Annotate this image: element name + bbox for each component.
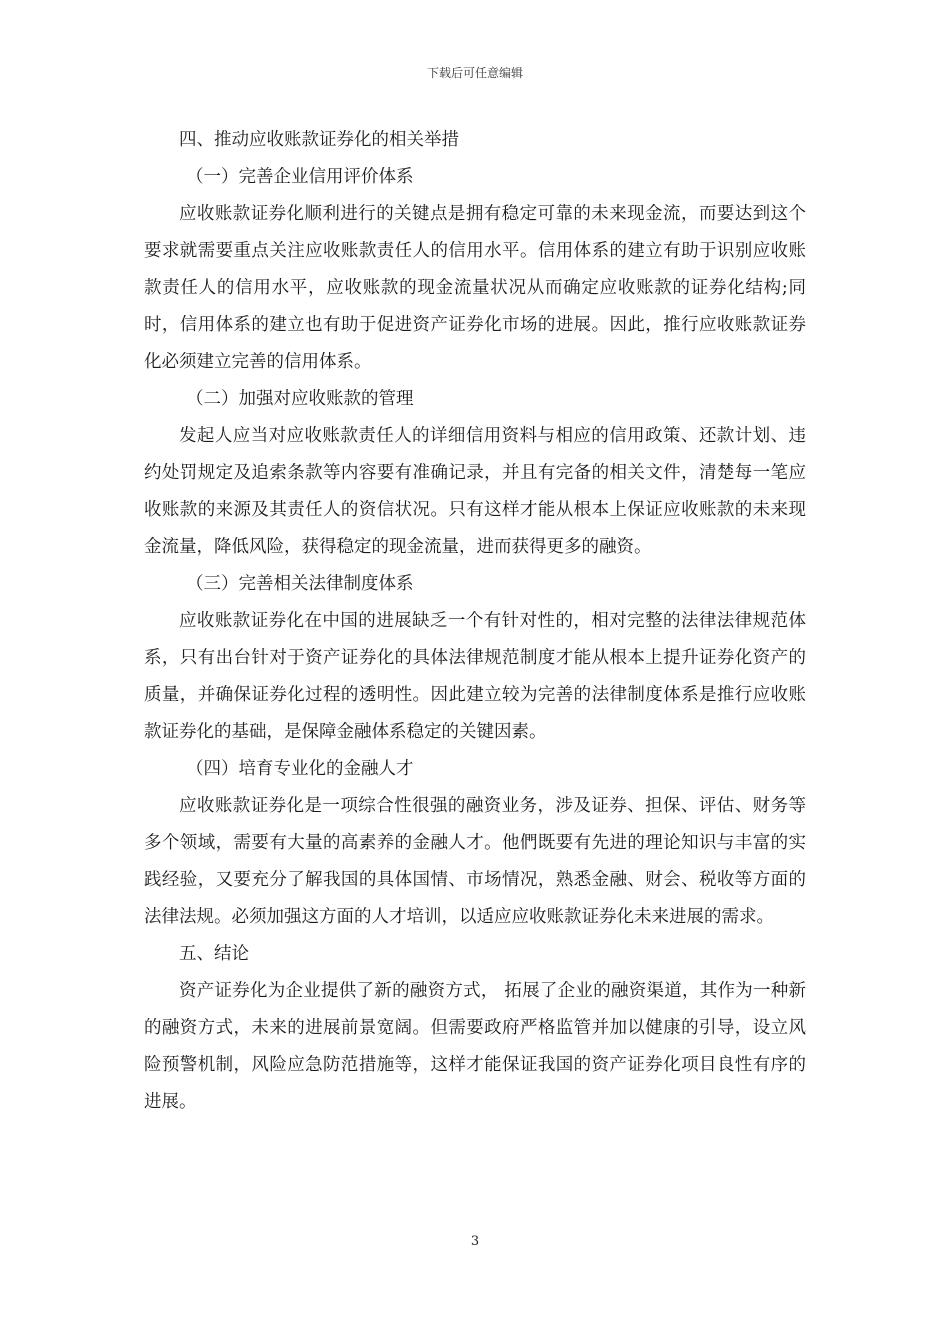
document-body xyxy=(144,122,806,1121)
section-5-title: 五、结论 xyxy=(179,944,249,964)
subsection-1-paragraph: 应收账款证券化顺利进行的关键点是拥有稳定可靠的未来现金流，而要达到这个要求就需要重点关注应收账款责任人的信用水平。信用体系的建立有助于识别应收账款责任人的信用水平，应收账款的现金流量状况从而确定应收账款的证券化结构;同时，信用体系的建立也有助于促进资产证券化市场的进展。因此，推行应收账款证券化必须建立完善的信用体系。 xyxy=(144,204,806,372)
page-number: 3 xyxy=(470,1234,480,1249)
subsection-4-title: （四）培育专业化的金融人才 xyxy=(186,759,414,779)
section-4-title: 四、推动应收账款证券化的相关举措 xyxy=(179,130,459,150)
subsection-4-paragraph: 应收账款证券化是一项综合性很强的融资业务，涉及证券、担保、评估、财务等多个领域，需要有大量的高素养的金融人才。他們既要有先进的理论知识与丰富的实践经验，又要充分了解我国的具体国情、市场情况，熟悉金融、财会、税收等方面的法律法规。必须加强这方面的人才培训，以适应应收账款证券化未来进展的需求。 xyxy=(144,796,806,927)
subsection-2-paragraph: 发起人应当对应收账款责任人的详细信用资料与相应的信用政策、还款计划、违约处罚规定及追索条款等内容要有准确记录，并且有完备的相关文件，清楚每一笔应收账款的来源及其责任人的资信状况。只有这样才能从根本上保证应收账款的未来现金流量，降低风险，获得稳定的现金流量，进而获得更多的融资。 xyxy=(144,426,806,557)
page-header: 下载后可任意编辑 xyxy=(426,66,523,80)
subsection-1-title: （一）完善企业信用评价体系 xyxy=(186,167,414,187)
subsection-3-paragraph: 应收账款证券化在中国的进展缺乏一个有针对性的，相对完整的法律法律规范体系，只有出台针对于资产证券化的具体法律规范制度才能从根本上提升证券化资产的质量，并确保证券化过程的透明性。因此建立较为完善的法律制度体系是推行应收账款证券化的基础，是保障金融体系稳定的关键因素。 xyxy=(144,611,806,742)
subsection-2-title: （二）加强对应收账款的管理 xyxy=(186,389,414,409)
section-5-paragraph: 资产证券化为企业提供了新的融资方式， 拓展了企业的融资渠道，其作为一种新的融资方式，未来的进展前景宽阔。但需要政府严格监管并加以健康的引导，设立风险预警机制，风险应急防范措施等，这样才能保证我国的资产证券化项目良性有序的进展。 xyxy=(144,981,806,1112)
subsection-3-title: （三）完善相关法律制度体系 xyxy=(186,574,414,594)
